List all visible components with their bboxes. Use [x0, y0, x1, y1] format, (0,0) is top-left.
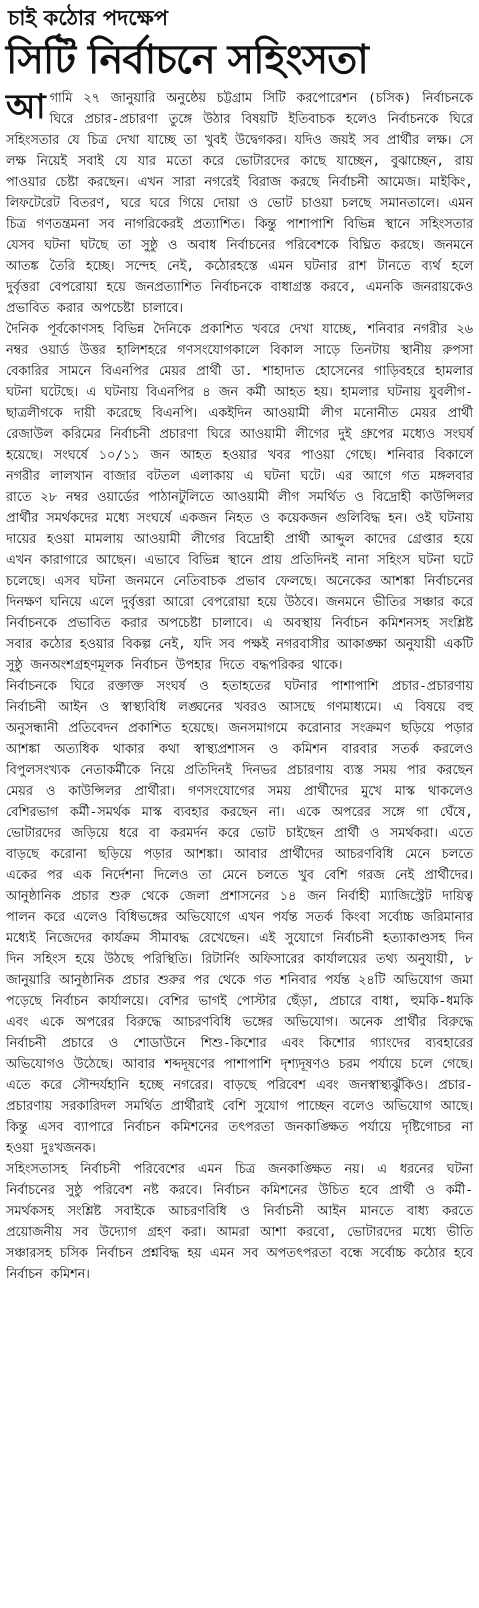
article-paragraph: নির্বাচনকে ঘিরে রক্তাক্ত সংঘর্ষ ও হতাহতের ঘটনার পাশাপাশি প্রচার-প্রচারণায় নির্বাচনী আইন ও স্বাস্থ্যবিধি লঙ্ঘনের খবরও আসছে গণমাধ্যমে। এ বিষয়ে বহু অনুসন্ধানী প্রতিবেদন প্রকাশিত হয়েছে। জনসমাগমে করোনার সংক্রমণ ছড়িয়ে পড়ার আশঙ্কা অত্যধিক থাকার কথা স্বাস্থ্যপ্রশাসন ও কমিশন বারবার সতর্ক করলেও বিপুলসংখ্যক নেতাকর্মীকে নিয়ে প্রতিদিনই দিনভর প্রচারণায় ব্যস্ত সময় পার করছেন মেয়র ও কাউন্সিলর প্রার্থীরা। গণসংযোগের সময় প্রার্থীদের মুখে মাস্ক থাকলেও বেশিরভাগ কর্মী-সমর্থক মাস্ক ব্যবহার করছেন না। একে অপরের সঙ্গে গা ঘেঁষে, ভোটারদের জড়িয়ে ধরে বা করমর্দন করে ভোট চাইছেন প্রার্থী ও সমর্থকরা। এতে বাড়ছে করোনা ছড়িয়ে পড়ার আশঙ্কা। আবার প্রার্থীদের আচরণবিধি মেনে চলতে একের পর এক নির্দেশনা দিলেও তা মেনে চলতে খুব বেশি গরজ নেই প্রার্থীদের। আনুষ্ঠানিক প্রচার শুরু থেকে জেলা প্রশাসনের ১৪ জন নির্বাহী ম্যাজিস্ট্রেট দায়িত্ব পালন করে এলেও বিধিভঙ্গের অভিযোগে এখন পর্যন্ত সতর্ক কিংবা সর্বোচ্চ জরিমানার মধ্যেই নিজেদের কার্যক্রম সীমাবদ্ধ রেখেছেন। এই সুযোগে নির্বাচনী হত্যাকাণ্ডসহ দিন দিন সহিংস হয়ে উঠছে পরিস্থিতি। রিটার্নিং অফিসারের কার্যালয়ের তথ্য অনুযায়ী, ৮ জানুয়ারি আনুষ্ঠানিক প্রচার শুরুর পর থেকে গত শনিবার পর্যন্ত ২৪টি অভিযোগ জমা পড়েছে নির্বাচন কার্যালয়ে। বেশির ভাগই পোস্টার ছেঁড়া, প্রচারে বাধা, হুমকি-ধমকি এবং একে অপরের বিরুদ্ধে আচরণবিধি ভঙ্গের অভিযোগ। অনেক প্রার্থীর বিরুদ্ধে নির্বাচনী প্রচারে ও শোডাউনে শিশু-কিশোর এবং কিশোর গ্যাংদের ব্যবহারের অভিযোগও উঠেছে। আবার শব্দদূষণের পাশাপাশি দৃশ্যদূষণও চরম পর্যায়ে চলে গেছে। এতে করে সৌন্দর্যহানি হচ্ছে নগরের। বাড়ছে পরিবেশ এবং জনস্বাস্থ্যঝুঁকিও। প্রচার-প্রচারণায় সরকারিদল সমর্থিত প্রার্থীরাই বেশি সুযোগ পাচ্ছেন বলেও অভিযোগ আছে। কিন্তু এসব ব্যাপারে নির্বাচন কমিশনের তৎপরতা জনকাঙ্ক্ষিত পর্যায়ে দৃষ্টিগোচর না হওয়া দুঃখজনক। — [6, 679, 473, 1156]
article-headline: সিটি নির্বাচনে সহিংসতা — [6, 37, 368, 83]
article-body — [6, 88, 473, 1285]
drop-cap: আ — [6, 87, 46, 127]
paragraph-text: গামি ২৭ জানুয়ারি অনুষ্ঠেয় চট্টগ্রাম সিটি করপোরেশন (চসিক) নির্বাচনকে ঘিরে প্রচার-প্রচারণা তুঙ্গে উঠার বিষয়টি ইতিবাচক হলেও নির্বাচনকে ঘিরে সহিংসতার যে চিত্র দেখা যাচ্ছে তা খুবই উদ্বেগকর। যদিও জয়ই সব প্রার্থীর লক্ষ। সে লক্ষ নিয়েই সবাই যে যার মতো করে ভোটারদের কাছে যাচ্ছেন, বুঝাচ্ছেন, রায় পাওয়ার চেষ্টা করছেন। এখন সারা নগরেই বিরাজ করছে নির্বাচনী আমেজ। মাইকিং, লিফটেরেট বিতরণ, ঘরে ঘরে গিয়ে দোয়া ও ভোট চাওয়া চলছে সমানতালে। এমন চিত্র গণতন্ত্রমনা সব নাগরিকেরই প্রত্যাশিত। কিন্তু পাশাপাশি বিভিন্ন স্থানে সহিংসতার যেসব ঘটনা ঘটছে তা সুষ্ঠু ও অবাধ নির্বাচনের পরিবেশকে বিঘ্নিত করছে। জনমনে আতঙ্ক তৈরি হচ্ছে। সন্দেহ নেই, কঠোরহস্তে এমন ঘটনার রাশ টানতে ব্যর্থ হলে দুর্বৃত্তরা বেপরোয়া হয়ে জনপ্রত্যাশিত নির্বাচনকে বাধাগ্রস্ত করবে, এমনকি জনরায়কেও প্রভাবিত করার অপচেষ্টা চালাবে। — [6, 91, 473, 316]
article-kicker: চাই কঠোর পদক্ষেপ — [8, 6, 168, 30]
article-paragraph — [6, 88, 473, 319]
article-paragraph: দৈনিক পূর্বকোণসহ বিভিন্ন দৈনিকে প্রকাশিত খবরে দেখা যাচ্ছে, শনিবার নগরীর ২৬ নম্বর ওয়ার্ড উত্তর হালিশহরে গণসংযোগকালে বিকাল সাড়ে তিনটায় স্থানীয় রুপসা বেকারির সামনে বিএনপির মেয়র প্রার্থী ডা. শাহাদাত হোসেনের গাড়িবহরে হামলার ঘটনা ঘটেছে। এ ঘটনায় বিএনপির ৪ জন কর্মী আহত হয়। হামলার ঘটনায় যুবলীগ-ছাত্রলীগকে দায়ী করেছে বিএনপি। একইদিন আওয়ামী লীগ মনোনীত মেয়র প্রার্থী রেজাউল করিমের নির্বাচনী প্রচারণা ঘিরে আওয়ামী লীগের দুই গ্রুপের মধ্যেও সংঘর্ষ হয়েছে। সংঘর্ষে ১০/১১ জন আহত হওয়ার খবর পাওয়া গেছে। শনিবার বিকালে নগরীর লালখান বাজার বটতল এলাকায় এ ঘটনা ঘটে। এর আগে গত মঙ্গলবার রাতে ২৮ নম্বর ওয়ার্ডের পাঠানটুলিতে আওয়ামী লীগ সমর্থিত ও বিদ্রোহী কাউন্সিলর প্রার্থীর সমর্থকদের মধ্যে সংঘর্ষে একজন নিহত ও কয়েকজন গুলিবিদ্ধ হন। ওই ঘটনায় দায়ের হওয়া মামলায় আওয়ামী লীগের বিদ্রোহী প্রার্থী আব্দুল কাদের গ্রেপ্তার হয়ে এখন কারাগারে আছেন। এভাবে বিভিন্ন স্থানে প্রায় প্রতিদিনই নানা সহিংস ঘটনা ঘটে চলেছে। এসব ঘটনা জনমনে নেতিবাচক প্রভাব ফেলছে। অনেকের আশঙ্কা নির্বাচনের দিনক্ষণ ঘনিয়ে এলে দুর্বৃত্তরা আরো বেপরোয়া হয়ে উঠবে। জনমনে ভীতির সঞ্চার করে নির্বাচনকে প্রভাবিত করার অপচেষ্টা চালাবে। এ অবস্থায় নির্বাচন কমিশনসহ সংশ্লিষ্ট সবার কঠোর হওয়ার বিকল্প নেই, যদি সব পক্ষই নগরবাসীর আকাঙ্ক্ষা অনুযায়ী একটি সুষ্ঠু জনঅংশগ্রহণমূলক নির্বাচন উপহার দিতে বদ্ধপরিকর থাকে। — [6, 322, 473, 673]
article-paragraph: সহিংসতাসহ নির্বাচনী পরিবেশের এমন চিত্র জনকাঙ্ক্ষিত নয়। এ ধরনের ঘটনা নির্বাচনের সুষ্ঠু পরিবেশ নষ্ট করবে। নির্বাচন কমিশনের উচিত হবে প্রার্থী ও কর্মী-সমর্থকসহ সংশ্লিষ্ট সবাইকে আচরণবিধি ও নির্বাচনী আইন মানতে বাধ্য করতে প্রয়োজনীয় সব উদ্যোগ গ্রহণ করা। আমরা আশা করবো, ভোটারদের মধ্যে ভীতি সঞ্চারসহ চসিক নির্বাচন প্রশ্নবিদ্ধ হয় এমন সব অপতৎপরতা বন্ধে সর্বোচ্চ কঠোর হবে নির্বাচন কমিশন। — [6, 1162, 473, 1282]
